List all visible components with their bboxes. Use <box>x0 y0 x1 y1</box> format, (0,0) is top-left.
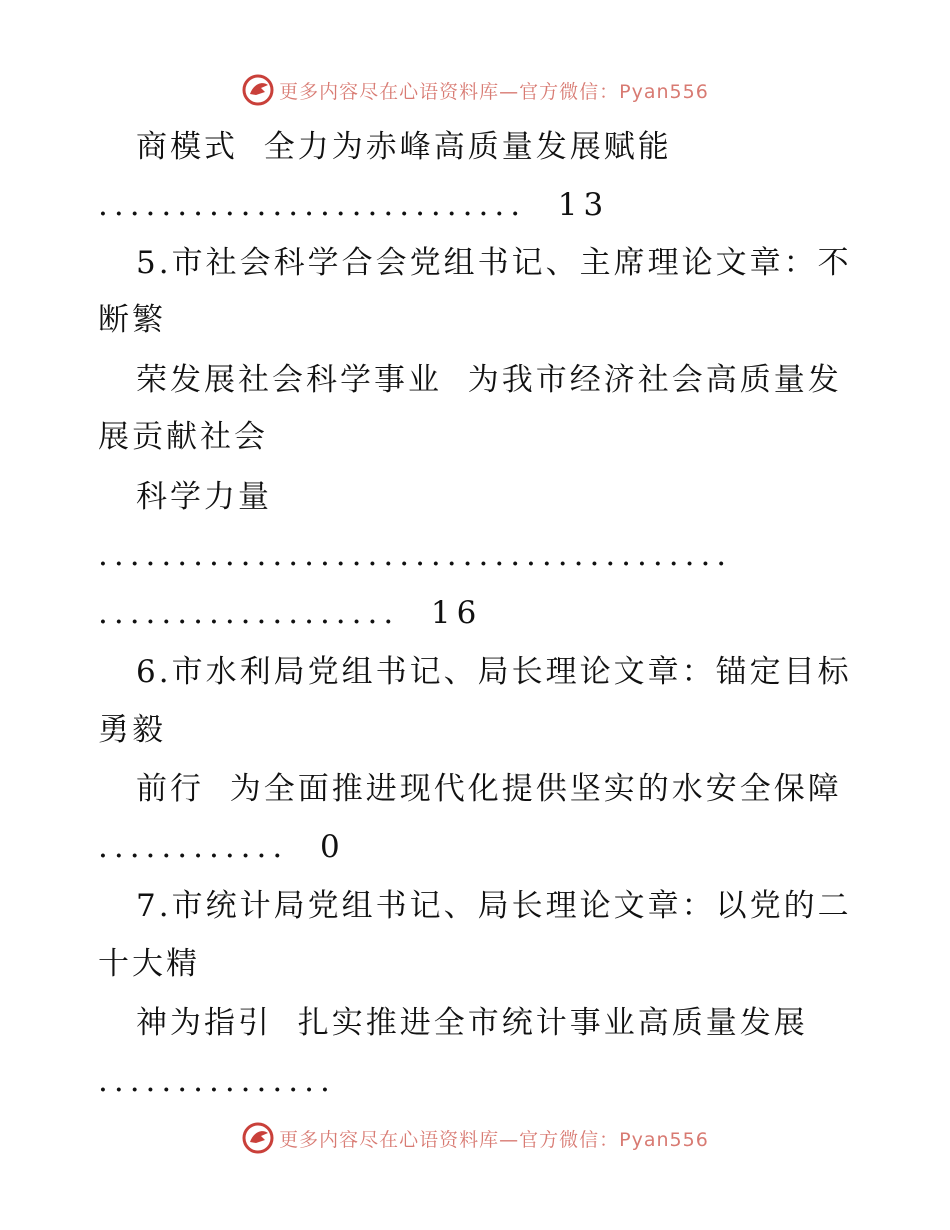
toc-line: 荣发展社会科学事业 为我市经济社会高质量发 <box>136 362 842 398</box>
brand-logo-icon <box>241 1121 275 1155</box>
toc-line: 7.市统计局党组书记、局长理论文章：以党的二 <box>136 888 852 924</box>
header-watermark <box>0 70 950 110</box>
toc-leader: ............ 0 <box>98 829 346 865</box>
toc-leader: ........................................ <box>98 537 733 573</box>
toc-line: 十大精 <box>98 946 200 982</box>
toc-line: 断繁 <box>98 302 166 338</box>
toc-leader: ................... 16 <box>98 595 483 631</box>
toc-line: 6.市水利局党组书记、局长理论文章：锚定目标 <box>136 654 852 690</box>
watermark-text: 更多内容尽在心语资料库—官方微信：Pyan556 <box>279 80 709 103</box>
toc-leader: ............... <box>98 1063 336 1099</box>
toc-line: 科学力量 <box>136 479 272 515</box>
toc-line: 展贡献社会 <box>98 419 268 455</box>
brand-logo-icon <box>241 73 275 107</box>
toc-leader: ........................... 13 <box>98 187 610 223</box>
toc-line: 勇毅 <box>98 712 166 748</box>
toc-line: 5.市社会科学合会党组书记、主席理论文章：不 <box>136 245 852 281</box>
toc-line: 前行 为全面推进现代化提供坚实的水安全保障 <box>136 771 842 807</box>
watermark-text: 更多内容尽在心语资料库—官方微信：Pyan556 <box>279 1128 709 1151</box>
toc-line: 神为指引 扎实推进全市统计事业高质量发展 <box>136 1005 808 1041</box>
footer-watermark <box>0 1118 950 1158</box>
toc-line: 商模式 全力为赤峰高质量发展赋能 <box>136 129 672 165</box>
